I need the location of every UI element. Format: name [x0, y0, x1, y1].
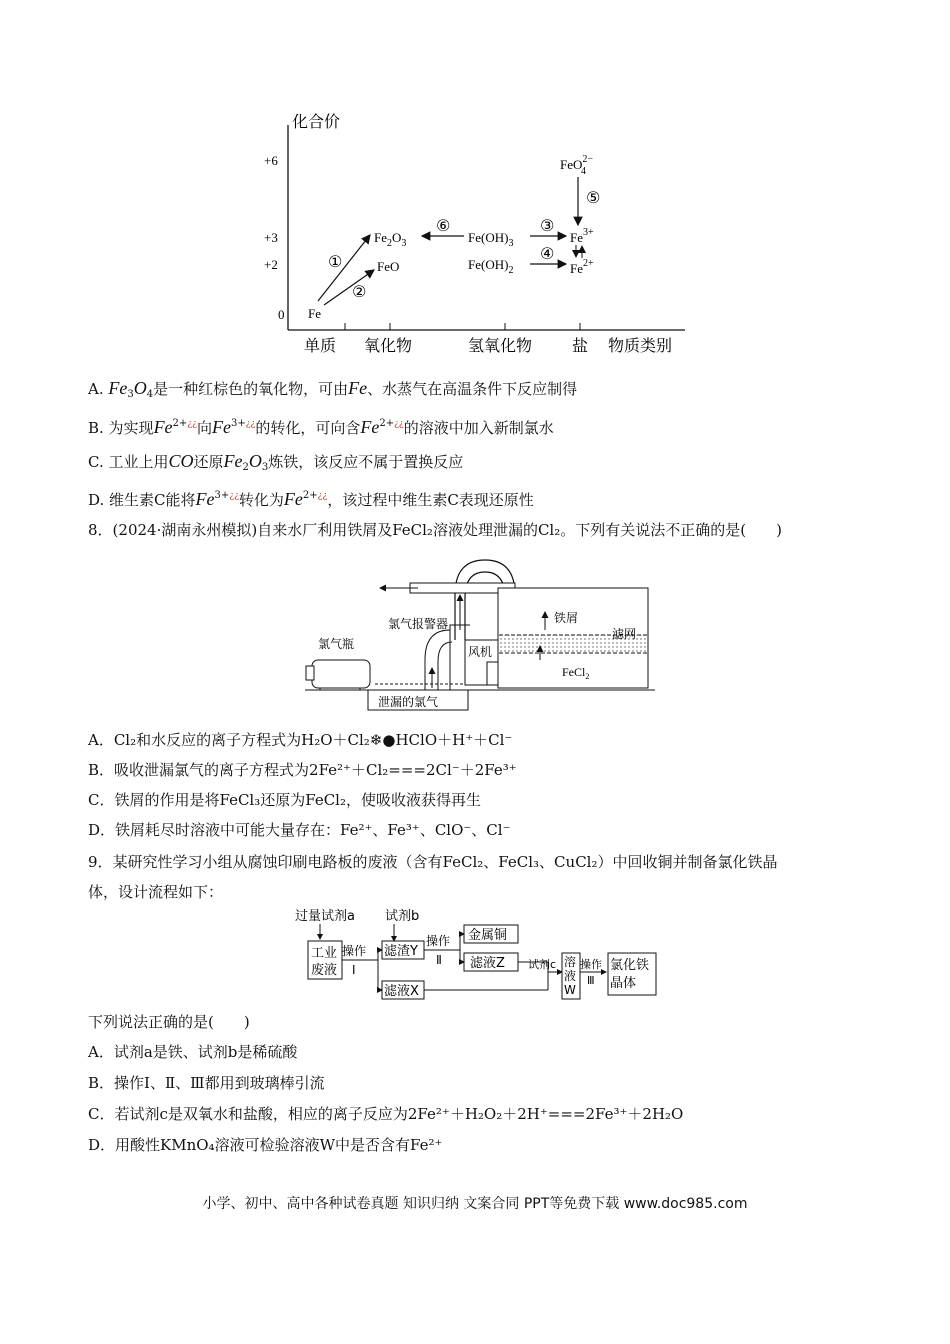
label-3: ③ [540, 216, 555, 235]
svg-text:滤渣Y: 滤渣Y [384, 944, 418, 959]
filter-label: 滤网 [612, 627, 637, 641]
label-6: ⑥ [436, 216, 451, 235]
q8-option-c: C．铁屑的作用是将FeCl₃还原为FeCl₂，使吸收液获得再生 [88, 791, 481, 809]
svg-text:液: 液 [564, 969, 577, 983]
q8-option-d: D．铁屑耗尽时溶液中可能大量存在：Fe²⁺、Fe³⁺、ClO⁻、Cl⁻ [88, 821, 511, 839]
ytick-0: 0 [278, 307, 285, 322]
svg-text:晶体: 晶体 [610, 976, 637, 991]
svg-text:滤液Z: 滤液Z [470, 956, 505, 971]
ytick-2: +2 [264, 257, 278, 272]
bottle-label: 氯气瓶 [318, 637, 355, 651]
svg-text:工业: 工业 [311, 946, 338, 961]
alarm-label: 氯气报警器 [388, 617, 449, 631]
svg-text:Ⅰ: Ⅰ [352, 963, 356, 977]
species-fe3: $Fe^{3+}$ [570, 227, 594, 245]
chlorine-treatment-diagram [300, 550, 660, 715]
q9-option-d: D．用酸性KMnO₄溶液可检验溶液W中是否含有Fe²⁺ [88, 1136, 443, 1154]
page-footer: 小学、初中、高中各种试卷真题 知识归纳 文案合同 PPT等免费下载 www.doc985.com [202, 1196, 748, 1212]
copper-recovery-flowchart [290, 906, 670, 1006]
xcat-hydroxide: 氢氧化物 [468, 336, 533, 355]
reagent-b: 试剂b [385, 909, 420, 924]
species-feo4: FeO$^{2-}$ 4 [560, 154, 594, 177]
species-feoh3: $Fe(OH)_3$ [468, 230, 514, 249]
q7-option-d: D. 维生素C能将$Fe^{3+¿¿}$转化为$Fe^{2+¿¿}$，该过程中维生素C表现还原性 [88, 489, 534, 509]
xcat-salt: 盐 [572, 336, 589, 355]
svg-text:氯化铁: 氯化铁 [610, 958, 650, 973]
xcat-oxide: 氧化物 [364, 336, 413, 355]
reagent-c: 试剂c [528, 958, 557, 971]
svg-text:W: W [564, 983, 576, 997]
label-2: ② [352, 282, 367, 301]
iron-label: 铁屑 [554, 611, 579, 625]
q8-option-a: A．Cl₂和水反应的离子方程式为H₂O＋Cl₂❄●HClO＋H⁺＋Cl⁻ [88, 731, 513, 749]
species-fe2: $Fe^{2+}$ [570, 258, 594, 276]
svg-text:Ⅱ: Ⅱ [436, 953, 442, 967]
species-feoh2: $Fe(OH)_2$ [468, 257, 514, 276]
svg-text:金属铜: 金属铜 [468, 928, 508, 943]
q8-option-b: B．吸收泄漏氯气的离子方程式为2Fe²⁺＋Cl₂===2Cl⁻＋2Fe³⁺ [88, 761, 517, 779]
q9-option-a: A．试剂a是铁、试剂b是稀硫酸 [88, 1043, 298, 1061]
y-axis-label: 化合价 [292, 112, 341, 131]
q8-stem: 8．(2024·湖南永州模拟)自来水厂利用铁屑及FeCl₂溶液处理泄漏的Cl₂。下列有关说法不正确的是( ) [88, 521, 782, 539]
q7-option-a: A. $Fe_3O_4$是一种红棕色的氧化物，可由Fe、水蒸气在高温条件下反应制得 [88, 378, 578, 400]
xcat-element: 单质 [304, 336, 337, 355]
q9-option-b: B．操作Ⅰ、Ⅱ、Ⅲ都用到玻璃棒引流 [88, 1074, 325, 1092]
reagent-a: 过量试剂a [295, 909, 355, 924]
svg-text:操作: 操作 [580, 958, 602, 971]
ytick-3: +3 [264, 230, 278, 245]
leak-label: 泄漏的氯气 [378, 695, 439, 709]
q7-option-c: C. 工业上用CO还原$Fe_2O_3$炼铁，该反应不属于置换反应 [88, 451, 464, 473]
label-1: ① [328, 252, 343, 271]
arrow-2 [324, 270, 374, 305]
svg-text:废液: 废液 [311, 963, 338, 978]
label-4: ④ [540, 244, 555, 263]
svg-text:操作: 操作 [426, 934, 451, 948]
species-feo: FeO [377, 259, 400, 274]
species-fe2o3: $Fe_2O_3$ [374, 230, 407, 249]
q9-option-c: C．若试剂c是双氧水和盐酸，相应的离子反应为2Fe²⁺＋H₂O₂＋2H⁺===2Fe³⁺＋2H₂O [88, 1105, 684, 1123]
iron-valence-diagram [260, 105, 700, 365]
fecl2-label: FeCl$_2$ [562, 665, 590, 681]
species-fe: Fe [308, 306, 321, 321]
q9-prompt: 下列说法正确的是( ) [88, 1013, 250, 1031]
xcat-label: 物质类别 [608, 336, 673, 355]
svg-text:溶: 溶 [564, 955, 577, 969]
q9-stem-line2: 体，设计流程如下： [88, 883, 224, 901]
fan-label: 风机 [468, 645, 493, 659]
q9-stem-line1: 9．某研究性学习小组从腐蚀印刷电路板的废液（含有FeCl₂、FeCl₃、CuCl₂）中回收铜并制备氯化铁晶 [88, 853, 778, 871]
svg-text:操作: 操作 [342, 944, 367, 958]
q7-option-b: B. 为实现$Fe^{2+¿¿}$向$Fe^{3+¿¿}$的转化，可向含$Fe^{2+¿¿}$的溶液中加入新制氯水 [88, 417, 554, 437]
svg-text:滤液X: 滤液X [384, 984, 419, 999]
svg-text:Ⅲ: Ⅲ [587, 974, 595, 987]
label-5: ⑤ [586, 188, 601, 207]
chlorine-bottle [306, 660, 370, 690]
ytick-6: +6 [264, 153, 278, 168]
